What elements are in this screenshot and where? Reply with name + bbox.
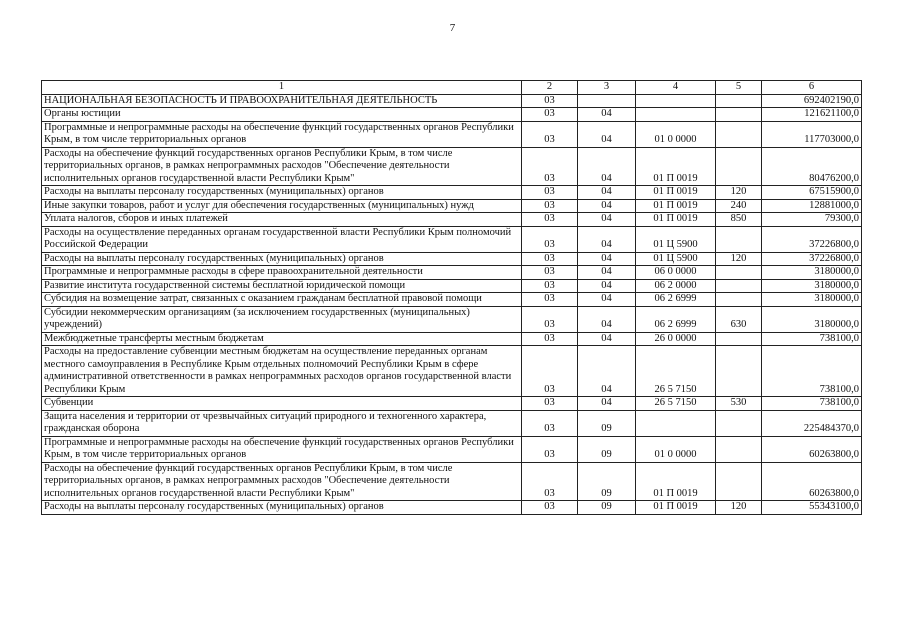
target-article-code: 06 2 6999 bbox=[636, 306, 716, 332]
row-name: Субвенции bbox=[42, 397, 522, 411]
section-code: 03 bbox=[522, 397, 578, 411]
target-article-code: 06 2 6999 bbox=[636, 293, 716, 307]
target-article-code: 06 0 0000 bbox=[636, 266, 716, 280]
amount-value: 692402190,0 bbox=[762, 94, 862, 108]
subsection-code: 09 bbox=[578, 410, 636, 436]
subsection-code: 09 bbox=[578, 436, 636, 462]
expense-type-code bbox=[716, 293, 762, 307]
target-article-code: 01 Ц 5900 bbox=[636, 252, 716, 266]
column-header: 1 bbox=[42, 81, 522, 95]
section-code: 03 bbox=[522, 462, 578, 501]
amount-value: 80476200,0 bbox=[762, 147, 862, 186]
expense-type-code bbox=[716, 346, 762, 397]
table-row bbox=[42, 279, 862, 293]
target-article-code bbox=[636, 410, 716, 436]
amount-value: 3180000,0 bbox=[762, 266, 862, 280]
expense-type-code: 630 bbox=[716, 306, 762, 332]
expense-type-code bbox=[716, 332, 762, 346]
expense-type-code bbox=[716, 108, 762, 122]
row-name: Программные и непрограммные расходы в сфере правоохранительной деятельности bbox=[42, 266, 522, 280]
expense-type-code: 120 bbox=[716, 501, 762, 515]
section-code: 03 bbox=[522, 121, 578, 147]
subsection-code: 04 bbox=[578, 346, 636, 397]
row-name: Уплата налогов, сборов и иных платежей bbox=[42, 213, 522, 227]
subsection-code: 04 bbox=[578, 332, 636, 346]
subsection-code: 09 bbox=[578, 462, 636, 501]
target-article-code: 01 П 0019 bbox=[636, 147, 716, 186]
column-header: 4 bbox=[636, 81, 716, 95]
expense-type-code: 530 bbox=[716, 397, 762, 411]
target-article-code: 06 2 0000 bbox=[636, 279, 716, 293]
table-row bbox=[42, 462, 862, 501]
subsection-code: 04 bbox=[578, 147, 636, 186]
table-row bbox=[42, 306, 862, 332]
amount-value: 55343100,0 bbox=[762, 501, 862, 515]
row-name: Программные и непрограммные расходы на обеспечение функций государственных органов Республики Крым, в том числе территориальных органов bbox=[42, 436, 522, 462]
budget-table bbox=[41, 80, 862, 515]
table-row bbox=[42, 252, 862, 266]
column-header: 6 bbox=[762, 81, 862, 95]
row-name: Расходы на осуществление переданных органам государственной власти Республики Крым полномочий Российской Федерации bbox=[42, 226, 522, 252]
table-row bbox=[42, 293, 862, 307]
table-row bbox=[42, 346, 862, 397]
expense-type-code: 850 bbox=[716, 213, 762, 227]
table-row bbox=[42, 186, 862, 200]
amount-value: 60263800,0 bbox=[762, 436, 862, 462]
table-row bbox=[42, 147, 862, 186]
section-code: 03 bbox=[522, 108, 578, 122]
section-code: 03 bbox=[522, 94, 578, 108]
amount-value: 12881000,0 bbox=[762, 199, 862, 213]
section-code: 03 bbox=[522, 213, 578, 227]
target-article-code: 01 П 0019 bbox=[636, 186, 716, 200]
table-row bbox=[42, 410, 862, 436]
row-name: НАЦИОНАЛЬНАЯ БЕЗОПАСНОСТЬ И ПРАВООХРАНИТЕЛЬНАЯ ДЕЯТЕЛЬНОСТЬ bbox=[42, 94, 522, 108]
subsection-code: 04 bbox=[578, 121, 636, 147]
section-code: 03 bbox=[522, 186, 578, 200]
subsection-code: 04 bbox=[578, 108, 636, 122]
amount-value: 3180000,0 bbox=[762, 306, 862, 332]
table-row bbox=[42, 108, 862, 122]
table-row bbox=[42, 436, 862, 462]
amount-value: 738100,0 bbox=[762, 332, 862, 346]
column-header: 5 bbox=[716, 81, 762, 95]
expense-type-code bbox=[716, 266, 762, 280]
row-name: Программные и непрограммные расходы на обеспечение функций государственных органов Республики Крым, в том числе территориальных органов bbox=[42, 121, 522, 147]
row-name: Органы юстиции bbox=[42, 108, 522, 122]
target-article-code: 01 0 0000 bbox=[636, 121, 716, 147]
table-row bbox=[42, 501, 862, 515]
expense-type-code bbox=[716, 436, 762, 462]
row-name: Защита населения и территории от чрезвычайных ситуаций природного и техногенного характера, гражданская оборона bbox=[42, 410, 522, 436]
subsection-code: 04 bbox=[578, 213, 636, 227]
table-header-row bbox=[42, 81, 862, 95]
amount-value: 79300,0 bbox=[762, 213, 862, 227]
section-code: 03 bbox=[522, 501, 578, 515]
section-code: 03 bbox=[522, 266, 578, 280]
expense-type-code bbox=[716, 147, 762, 186]
subsection-code: 04 bbox=[578, 186, 636, 200]
row-name: Развитие института государственной системы бесплатной юридической помощи bbox=[42, 279, 522, 293]
subsection-code: 04 bbox=[578, 199, 636, 213]
amount-value: 60263800,0 bbox=[762, 462, 862, 501]
expense-type-code bbox=[716, 121, 762, 147]
table-row bbox=[42, 94, 862, 108]
target-article-code: 26 5 7150 bbox=[636, 397, 716, 411]
subsection-code: 04 bbox=[578, 266, 636, 280]
row-name: Расходы на предоставление субвенции местным бюджетам на осуществление переданных органам местного самоуправления в Республике Крым отдельных полномочий Республики Крым в сфере административной ответственности в рамках непрограммных расходов органов государственной власти Республики Крым bbox=[42, 346, 522, 397]
section-code: 03 bbox=[522, 199, 578, 213]
subsection-code: 04 bbox=[578, 279, 636, 293]
row-name: Субсидии некоммерческим организациям (за исключением государственных (муниципальных) учреждений) bbox=[42, 306, 522, 332]
amount-value: 3180000,0 bbox=[762, 279, 862, 293]
row-name: Расходы на обеспечение функций государственных органов Республики Крым, в том числе территориальных органов, в рамках непрограммных расходов "Обеспечение деятельности исполнительных органов государственной власти Республики Крым" bbox=[42, 147, 522, 186]
expense-type-code bbox=[716, 410, 762, 436]
expense-type-code bbox=[716, 462, 762, 501]
target-article-code: 01 П 0019 bbox=[636, 213, 716, 227]
amount-value: 738100,0 bbox=[762, 346, 862, 397]
amount-value: 225484370,0 bbox=[762, 410, 862, 436]
row-name: Расходы на выплаты персоналу государственных (муниципальных) органов bbox=[42, 501, 522, 515]
column-header: 3 bbox=[578, 81, 636, 95]
section-code: 03 bbox=[522, 293, 578, 307]
subsection-code bbox=[578, 94, 636, 108]
target-article-code: 26 5 7150 bbox=[636, 346, 716, 397]
expense-type-code: 120 bbox=[716, 186, 762, 200]
row-name: Расходы на обеспечение функций государственных органов Республики Крым, в том числе территориальных органов, в рамках непрограммных расходов "Обеспечение деятельности исполнительных органов государственной власти Республики Крым" bbox=[42, 462, 522, 501]
amount-value: 37226800,0 bbox=[762, 226, 862, 252]
target-article-code: 01 П 0019 bbox=[636, 501, 716, 515]
section-code: 03 bbox=[522, 410, 578, 436]
target-article-code: 01 Ц 5900 bbox=[636, 226, 716, 252]
subsection-code: 04 bbox=[578, 306, 636, 332]
page-number: 7 bbox=[449, 22, 456, 34]
section-code: 03 bbox=[522, 279, 578, 293]
amount-value: 738100,0 bbox=[762, 397, 862, 411]
row-name: Субсидия на возмещение затрат, связанных с оказанием гражданам бесплатной правовой помощи bbox=[42, 293, 522, 307]
subsection-code: 04 bbox=[578, 226, 636, 252]
expense-type-code: 120 bbox=[716, 252, 762, 266]
table-row bbox=[42, 121, 862, 147]
section-code: 03 bbox=[522, 436, 578, 462]
subsection-code: 04 bbox=[578, 293, 636, 307]
target-article-code: 01 П 0019 bbox=[636, 462, 716, 501]
table-row bbox=[42, 226, 862, 252]
section-code: 03 bbox=[522, 226, 578, 252]
target-article-code bbox=[636, 94, 716, 108]
target-article-code bbox=[636, 108, 716, 122]
amount-value: 37226800,0 bbox=[762, 252, 862, 266]
expense-type-code bbox=[716, 279, 762, 293]
amount-value: 121621100,0 bbox=[762, 108, 862, 122]
table-row bbox=[42, 199, 862, 213]
table-row bbox=[42, 332, 862, 346]
table-row bbox=[42, 213, 862, 227]
table-row bbox=[42, 397, 862, 411]
target-article-code: 01 П 0019 bbox=[636, 199, 716, 213]
section-code: 03 bbox=[522, 346, 578, 397]
section-code: 03 bbox=[522, 306, 578, 332]
expense-type-code bbox=[716, 94, 762, 108]
amount-value: 3180000,0 bbox=[762, 293, 862, 307]
table-row bbox=[42, 266, 862, 280]
expense-type-code: 240 bbox=[716, 199, 762, 213]
section-code: 03 bbox=[522, 147, 578, 186]
column-header: 2 bbox=[522, 81, 578, 95]
amount-value: 67515900,0 bbox=[762, 186, 862, 200]
row-name: Иные закупки товаров, работ и услуг для обеспечения государственных (муниципальных) нужд bbox=[42, 199, 522, 213]
subsection-code: 04 bbox=[578, 252, 636, 266]
subsection-code: 04 bbox=[578, 397, 636, 411]
amount-value: 117703000,0 bbox=[762, 121, 862, 147]
target-article-code: 01 0 0000 bbox=[636, 436, 716, 462]
section-code: 03 bbox=[522, 252, 578, 266]
subsection-code: 09 bbox=[578, 501, 636, 515]
row-name: Расходы на выплаты персоналу государственных (муниципальных) органов bbox=[42, 186, 522, 200]
row-name: Расходы на выплаты персоналу государственных (муниципальных) органов bbox=[42, 252, 522, 266]
section-code: 03 bbox=[522, 332, 578, 346]
target-article-code: 26 0 0000 bbox=[636, 332, 716, 346]
expense-type-code bbox=[716, 226, 762, 252]
row-name: Межбюджетные трансферты местным бюджетам bbox=[42, 332, 522, 346]
